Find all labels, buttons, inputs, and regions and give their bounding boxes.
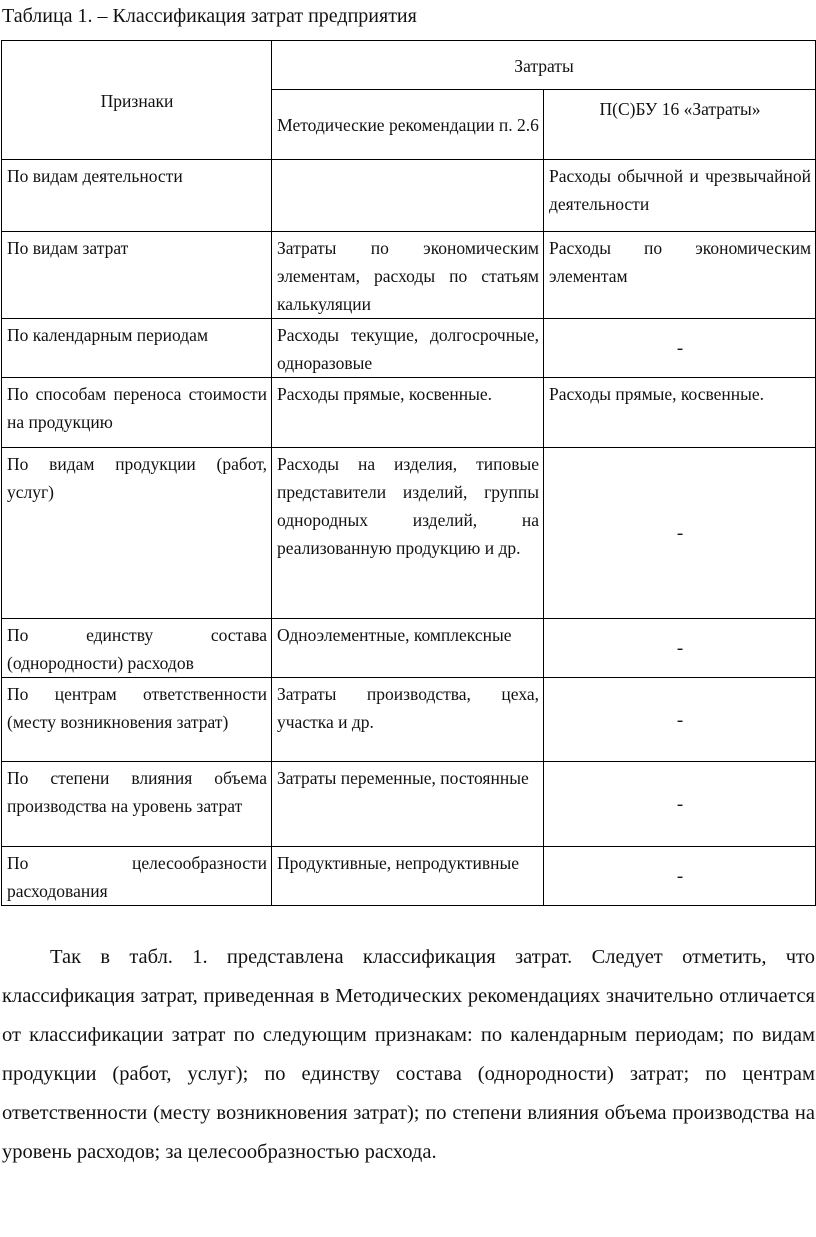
row-criterion: По способам переноса стоимости на продукцию — [2, 378, 272, 448]
row-methodical: Расходы прямые, косвенные. — [272, 378, 544, 448]
row-methodical: Затраты переменные, постоянные — [272, 762, 544, 847]
header-criteria: Признаки — [2, 41, 272, 160]
row-methodical: Затраты по экономическим элементам, расходы по статьям калькуляции — [272, 232, 544, 319]
table-row — [2, 619, 816, 678]
table-row — [2, 232, 816, 319]
classification-table — [1, 40, 816, 906]
row-criterion: По степени влияния объема производства на уровень затрат — [2, 762, 272, 847]
row-psbu-dash: - — [544, 448, 816, 619]
row-criterion: По целесообразности расходования — [2, 847, 272, 906]
row-psbu: Расходы прямые, косвенные. — [544, 378, 816, 448]
table-row — [2, 160, 816, 232]
header-costs: Затраты — [272, 41, 816, 90]
row-methodical: Затраты производства, цеха, участка и др. — [272, 678, 544, 762]
row-psbu: Расходы по экономическим элементам — [544, 232, 816, 319]
table-row — [2, 378, 816, 448]
row-criterion: По календарным периодам — [2, 319, 272, 378]
row-criterion: По видам продукции (работ, услуг) — [2, 448, 272, 619]
row-methodical: Одноэлементные, комплексные — [272, 619, 544, 678]
table-row — [2, 448, 816, 619]
row-psbu-dash: - — [544, 762, 816, 847]
table-caption: Таблица 1. – Классификация затрат предприятия — [2, 5, 417, 27]
table-header-row — [2, 41, 816, 90]
row-psbu-dash: - — [544, 847, 816, 906]
table-row — [2, 762, 816, 847]
row-psbu-dash: - — [544, 619, 816, 678]
header-methodical: Методические рекомендации п. 2.6 — [272, 90, 544, 160]
row-psbu-dash: - — [544, 678, 816, 762]
row-methodical: Продуктивные, непродуктивные — [272, 847, 544, 906]
row-criterion: По видам затрат — [2, 232, 272, 319]
row-psbu-dash: - — [544, 319, 816, 378]
row-methodical: Расходы на изделия, типовые представители изделий, группы однородных изделий, на реализованную продукцию и др. — [272, 448, 544, 619]
row-criterion: По центрам ответственности (месту возникновения затрат) — [2, 678, 272, 762]
row-criterion: По видам деятельности — [2, 160, 272, 232]
table-row — [2, 847, 816, 906]
table-row — [2, 678, 816, 762]
row-criterion: По единству состава (однородности) расходов — [2, 619, 272, 678]
row-psbu: Расходы обычной и чрезвычайной деятельности — [544, 160, 816, 232]
header-psbu: П(С)БУ 16 «Затраты» — [544, 90, 816, 160]
body-paragraph: Так в табл. 1. представлена классификация затрат. Следует отметить, что классификация затрат, приведенная в Методических рекомендациях значительно отличается от классификации затрат по следующим признакам: по календарным периодам; по видам продукции (работ, услуг); по единству состава (однородности) затрат; по центрам ответственности (месту возникновения затрат); по степени влияния объема производства на уровень расходов; за целесообразностью расхода. — [2, 946, 815, 1163]
row-methodical — [272, 160, 544, 232]
table-row — [2, 319, 816, 378]
row-methodical: Расходы текущие, долгосрочные, одноразовые — [272, 319, 544, 378]
